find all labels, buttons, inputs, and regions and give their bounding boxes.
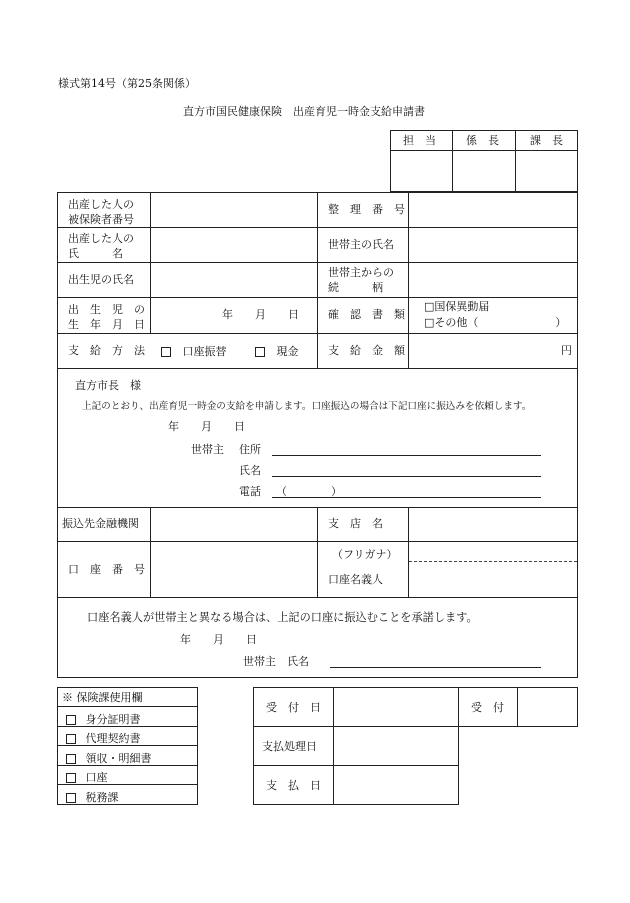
approval-chief-stamp[interactable] (453, 151, 514, 191)
insurance-item-id-label: 身分証明書 (85, 713, 141, 726)
branch-field[interactable] (409, 508, 577, 540)
payment-method-label: 支 給 方 法 (68, 344, 145, 357)
applicant-address-label: 住所 (239, 443, 261, 456)
approval-manager-stamp[interactable] (516, 151, 577, 191)
approval-chief-label: 係 長 (466, 134, 499, 147)
payment-processing-date-label: 支払処理日 (262, 740, 317, 753)
applicant-phone-value: （ ） (276, 485, 342, 498)
consent-signature-label: 世帯主 氏名 (243, 655, 309, 668)
payment-option-cash-label: 現金 (276, 345, 299, 358)
child-name-label: 出生児の氏名 (68, 273, 134, 286)
insurance-item-receipt-label: 領収・明細書 (85, 752, 152, 765)
account-holder-field[interactable] (409, 562, 577, 596)
confirmation-option-other[interactable]: □その他（ ） (424, 316, 567, 329)
head-name-label: 世帯主の氏名 (328, 238, 394, 251)
payment-processing-date-field[interactable] (334, 727, 457, 764)
checkbox-transfer[interactable] (161, 347, 171, 357)
applicant-head-label: 世帯主 (191, 443, 224, 456)
relationship-label: 世帯主からの 続 柄 (328, 266, 394, 294)
applicant-name-label: 氏名 (239, 464, 261, 477)
insured-number-field[interactable] (151, 193, 316, 226)
confirmation-label: 確 認 書 類 (328, 308, 405, 321)
bank-field[interactable] (151, 508, 316, 540)
checkbox-cash[interactable] (255, 347, 265, 357)
checkbox-account[interactable] (66, 773, 76, 783)
applicant-phone-label: 電話 (239, 485, 261, 498)
consent-text: 口座名義人が世帯主と異なる場合は、上記の口座に振込むことを承諾します。 (87, 611, 478, 624)
furigana-label: （フリガナ） (332, 548, 398, 561)
reference-number-label: 整 理 番 号 (328, 203, 405, 216)
checkbox-tax[interactable] (66, 793, 76, 803)
insurance-item-id[interactable] (66, 711, 141, 727)
insurance-item-account-label: 口座 (85, 771, 108, 784)
account-number-field[interactable] (151, 542, 316, 596)
confirmation-option-move[interactable]: □国保異動届 (424, 300, 490, 313)
received-stamp-field[interactable] (518, 688, 577, 726)
consent-signature-line[interactable] (330, 667, 541, 668)
child-name-field[interactable] (151, 263, 316, 296)
received-label: 受 付 (471, 701, 504, 714)
insurance-item-proxy[interactable] (66, 730, 141, 746)
insurance-item-tax-label: 税務課 (85, 791, 119, 804)
payment-date-field[interactable] (334, 766, 457, 804)
received-date-field[interactable] (334, 688, 457, 725)
consent-date: 年 月 日 (180, 633, 257, 646)
mother-name-field[interactable] (151, 228, 316, 261)
insurance-item-proxy-label: 代理契約書 (85, 732, 141, 745)
form-number: 様式第14号（第25条関係） (58, 77, 196, 90)
account-holder-furigana-field[interactable] (409, 542, 577, 560)
birthdate-value: 年 月 日 (222, 308, 299, 321)
approval-staff-stamp[interactable] (391, 151, 451, 191)
insurance-section-title: ※ 保険課使用欄 (62, 691, 143, 704)
insurance-item-account[interactable] (66, 769, 108, 785)
amount-label: 支 給 金 額 (328, 344, 405, 357)
amount-unit: 円 (561, 344, 572, 357)
checkbox-proxy[interactable] (66, 734, 76, 744)
approval-manager-label: 課 長 (530, 134, 563, 147)
declaration-text: 上記のとおり、出産育児一時金の支給を申請します。口座振込の場合は下記口座に振込みを依頼します。 (82, 401, 532, 412)
branch-label: 支 店 名 (328, 517, 383, 530)
received-date-label: 受 付 日 (266, 701, 321, 714)
payment-date-label: 支 払 日 (266, 779, 321, 792)
checkbox-receipt[interactable] (66, 754, 76, 764)
amount-field[interactable] (409, 334, 554, 367)
payment-option-transfer-label: 口座振替 (182, 345, 227, 358)
mother-name-label: 出産した人の 氏 名 (68, 232, 134, 260)
relationship-field[interactable] (409, 263, 577, 296)
phone-line[interactable] (272, 497, 541, 498)
insurance-item-receipt[interactable] (66, 750, 152, 766)
payment-option-cash[interactable] (255, 343, 299, 359)
reference-number-field[interactable] (409, 193, 577, 226)
insured-number-label: 出産した人の 被保険者番号 (68, 198, 134, 226)
name-line[interactable] (272, 476, 541, 477)
insurance-item-tax[interactable] (66, 789, 119, 805)
addressee: 直方市長 様 (75, 379, 141, 392)
account-number-label: 口 座 番 号 (68, 563, 145, 576)
approval-staff-label: 担 当 (403, 134, 436, 147)
application-date: 年 月 日 (168, 420, 245, 433)
bank-label: 振込先金融機関 (62, 517, 139, 530)
birthdate-label: 出 生 児 の 生 年 月 日 (68, 303, 145, 331)
head-name-field[interactable] (409, 228, 577, 261)
address-line[interactable] (272, 455, 541, 456)
checkbox-id[interactable] (66, 715, 76, 725)
payment-option-transfer[interactable] (161, 343, 227, 359)
account-holder-label: 口座名義人 (328, 573, 383, 586)
form-title: 直方市国民健康保険 出産育児一時金支給申請書 (183, 105, 425, 118)
